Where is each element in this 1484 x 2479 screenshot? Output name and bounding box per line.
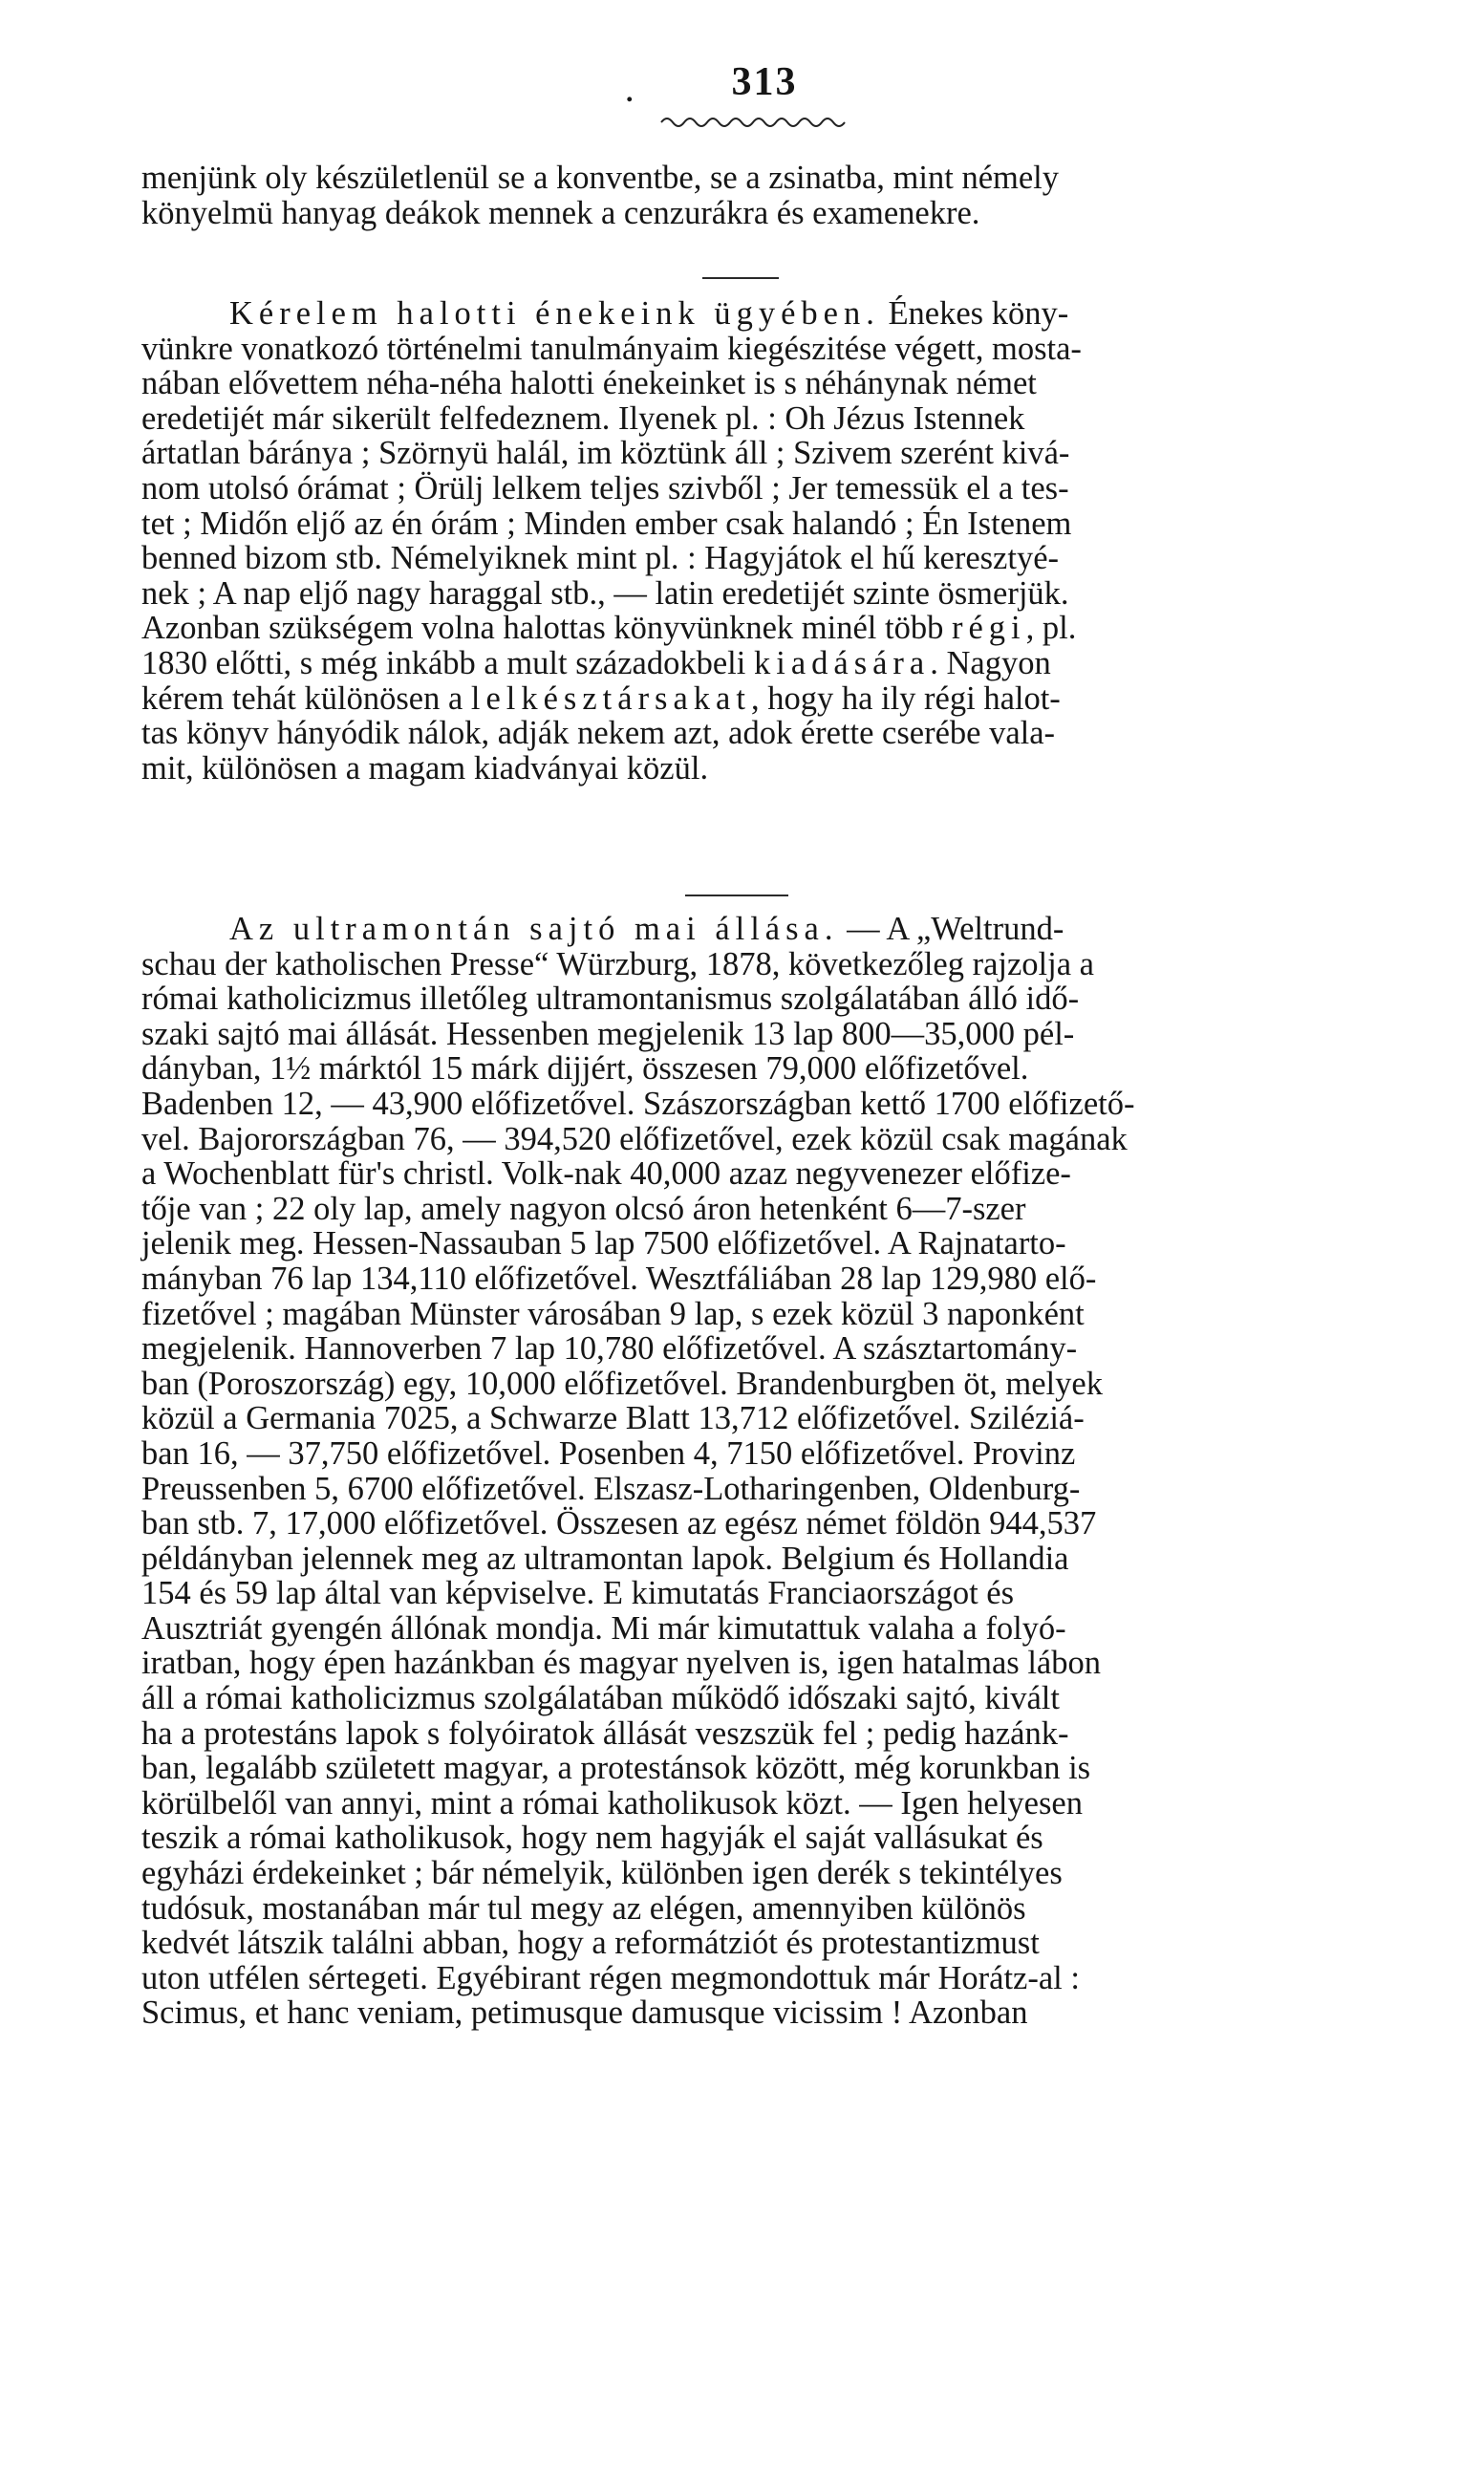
text-line: tője van ; 22 oly lap, amely nagyon olcsó áron hetenként 6—7-szer	[141, 1190, 1026, 1227]
text-line: Kérelem halotti énekeink ügyében. Énekes köny-	[229, 295, 1069, 332]
text-line: menjünk oly készületlenül se a konventbe, se a zsinatba, mint némely	[141, 160, 1059, 196]
text-line: 1830 előtti, s még inkább a mult századokbeli kiadására. Nagyon	[141, 644, 1051, 681]
text-line: 154 és 59 lap által van képviselve. E kimutatás Franciaországot és	[141, 1575, 1015, 1612]
text-line: benned bizom stb. Némelyiknek mint pl. : Hagyjátok el hű keresztyé-	[141, 540, 1060, 577]
text-line: ban stb. 7, 17,000 előfizetővel. Összesen az egész német földön 944,537	[141, 1505, 1097, 1542]
text-line: megjelenik. Hannoverben 7 lap 10,780 előfizetővel. A szásztartomány-	[141, 1330, 1078, 1368]
text-line: Preussenben 5, 6700 előfizetővel. Elszasz-Lotharingenben, Oldenburg-	[141, 1470, 1081, 1507]
text-line: ártatlan báránya ; Szörnyü halál, im köztünk áll ; Szivem szerént kivá-	[141, 435, 1070, 472]
paragraph-funeral-songs	[141, 296, 1367, 786]
text-line: Azonban szükségem volna halottas könyvünknek minél több régi, pl.	[141, 610, 1077, 647]
text-line: fizetővel ; magában Münster városában 9 lap, s ezek közül 3 naponként	[141, 1295, 1085, 1332]
text-line: dányban, 1½ márktól 15 márk dijjért, összesen 79,000 előfizetővel.	[141, 1050, 1029, 1088]
section-heading: Az ultramontán sajtó mai állása.	[229, 911, 839, 947]
wavy-ornament-icon	[659, 113, 850, 132]
text-line: a Wochenblatt für's christl. Volk-nak 40,000 azaz negyvenezer előfize-	[141, 1155, 1071, 1193]
text-line: közül a Germania 7025, a Schwarze Blatt 13,712 előfizetővel. Sziléziá-	[141, 1400, 1085, 1437]
page-number-dot: .	[626, 76, 634, 108]
section-heading: Kérelem halotti énekeink ügyében.	[229, 295, 880, 332]
text-line: tudósuk, mostanában már tul megy az elégen, amennyiben különös	[141, 1889, 1026, 1927]
text-line: jelenik meg. Hessen-Nassauban 5 lap 7500 előfizetővel. A Rajnatarto-	[141, 1225, 1066, 1262]
text-line: ha a protestáns lapok s folyóiratok állását veszszük fel ; pedig hazánk-	[141, 1714, 1069, 1752]
text-line: Badenben 12, — 43,900 előfizetővel. Szászországban kettő 1700 előfizető-	[141, 1085, 1135, 1122]
text-line: tet ; Midőn eljő az én órám ; Minden ember csak halandó ; Én Istenem	[141, 505, 1072, 542]
text-line: ban 16, — 37,750 előfizetővel. Posenben 4, 7150 előfizetővel. Provinz	[141, 1434, 1076, 1472]
text-line: Scimus, et hanc veniam, petimusque damusque vicissim ! Azonban	[141, 1994, 1028, 2032]
text-line: nek ; A nap eljő nagy haraggal stb., — latin eredetijét szinte ösmerjük.	[141, 574, 1069, 612]
text-line: kedvét látszik találni abban, hogy a reformátziót és protestantizmust	[141, 1925, 1040, 1962]
text-line: schau der katholischen Presse“ Würzburg, 1878, következőleg rajzolja a	[141, 945, 1094, 982]
text-line: Ausztriát gyengén állónak mondja. Mi már kimutattuk valaha a folyó-	[141, 1609, 1066, 1647]
text-line: könyelmü hanyag deákok mennek a cenzurákra és examenekre.	[141, 194, 980, 231]
page-number: 313	[731, 60, 798, 104]
section-divider	[702, 277, 779, 279]
text-line: nában elővettem néha-néha halotti énekeinket is s néhánynak német	[141, 365, 1037, 402]
text-line: teszik a római katholikusok, hogy nem hagyják el saját vallásukat és	[141, 1820, 1043, 1857]
text-line: áll a római katholicizmus szolgálatában működő időszaki sajtó, kivált	[141, 1680, 1060, 1717]
text-line: kérem tehát különösen a lelkésztársakat, hogy ha ily régi halot-	[141, 679, 1061, 717]
text-line: mányban 76 lap 134,110 előfizetővel. Wesztfáliában 28 lap 129,980 elő-	[141, 1260, 1097, 1297]
text-line: példányban jelennek meg az ultramontan lapok. Belgium és Hollandia	[141, 1540, 1069, 1577]
text-line: vel. Bajorországban 76, — 394,520 előfizetővel, ezek közül csak magának	[141, 1120, 1128, 1157]
text-line: Az ultramontán sajtó mai állása. — A „Weltrund-	[229, 911, 1065, 947]
text-line: vünkre vonatkozó történelmi tanulmányaim kiegészitése végett, mosta-	[141, 330, 1082, 367]
text-line: mit, különösen a magam kiadványai közül.	[141, 749, 709, 787]
text-line: körülbelől van annyi, mint a római katholikusok közt. — Igen helyesen	[141, 1784, 1083, 1822]
text-line: egyházi érdekeinket ; bár némelyik, különben igen derék s tekintélyes	[141, 1855, 1063, 1892]
text-line: eredetijét már sikerült felfedeznem. Ilyenek pl. : Oh Jézus Istennek	[141, 399, 1025, 437]
text-line: nom utolsó órámat ; Örülj lelkem teljes szivből ; Jer temessük el a tes-	[141, 469, 1069, 507]
text-line: ban, legalább született magyar, a protestánsok között, még korunkban is	[141, 1750, 1091, 1787]
paragraph-intro	[141, 161, 1367, 230]
paragraph-ultramontane-press	[141, 912, 1367, 2031]
text-line: ban (Poroszország) egy, 10,000 előfizetővel. Brandenburgben öt, melyek	[141, 1365, 1103, 1402]
text-line: tas könyv hányódik nálok, adják nekem azt, adok érette cserébe vala-	[141, 715, 1056, 752]
text-line: szaki sajtó mai állását. Hessenben megjelenik 13 lap 800—35,000 pél-	[141, 1015, 1075, 1052]
text-line: uton utfélen sértegeti. Egyébirant régen megmondottuk már Horátz-al :	[141, 1959, 1080, 1996]
text-line: iratban, hogy épen hazánkban és magyar nyelven is, igen hatalmas lábon	[141, 1645, 1101, 1682]
emphasized-word: régi	[951, 610, 1026, 647]
emphasized-word: lelkésztársakat	[470, 679, 751, 717]
text-line: római katholicizmus illetőleg ultramontanismus szolgálatában álló idő-	[141, 981, 1080, 1018]
section-divider	[685, 895, 788, 896]
emphasized-word: kiadására	[753, 644, 931, 681]
